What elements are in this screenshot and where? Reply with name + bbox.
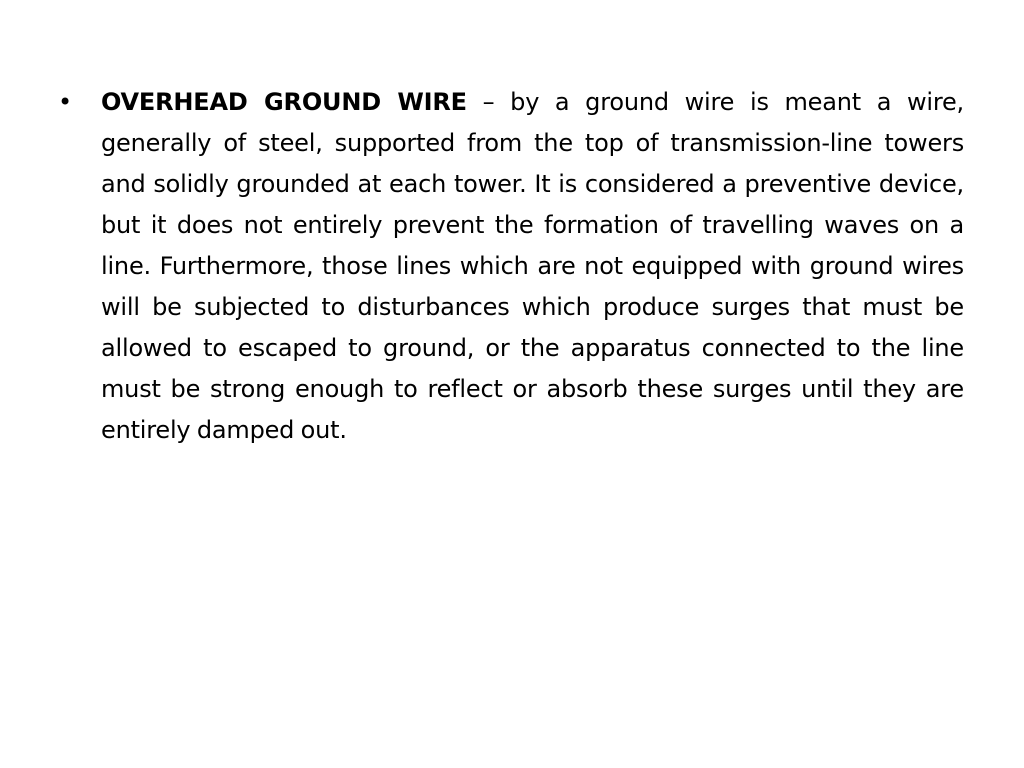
- bullet-marker: •: [58, 88, 73, 116]
- bullet-term: OVERHEAD GROUND WIRE: [101, 88, 467, 116]
- bullet-text: [101, 82, 964, 451]
- bullet-item: [58, 82, 964, 451]
- bullet-body: – by a ground wire is meant a wire, generally of steel, supported from the top of transmission-line towers and solidly grounded at each tower. It is considered a preventive device, but it does not entirely prevent the formation of travelling waves on a line. Furthermore, those lines which are not equipped with ground wires will be subjected to disturbances which produce surges that must be allowed to escaped to ground, or the apparatus connected to the line must be strong enough to reflect or absorb these surges until they are entirely damped out.: [101, 88, 964, 444]
- slide-content: [58, 82, 964, 451]
